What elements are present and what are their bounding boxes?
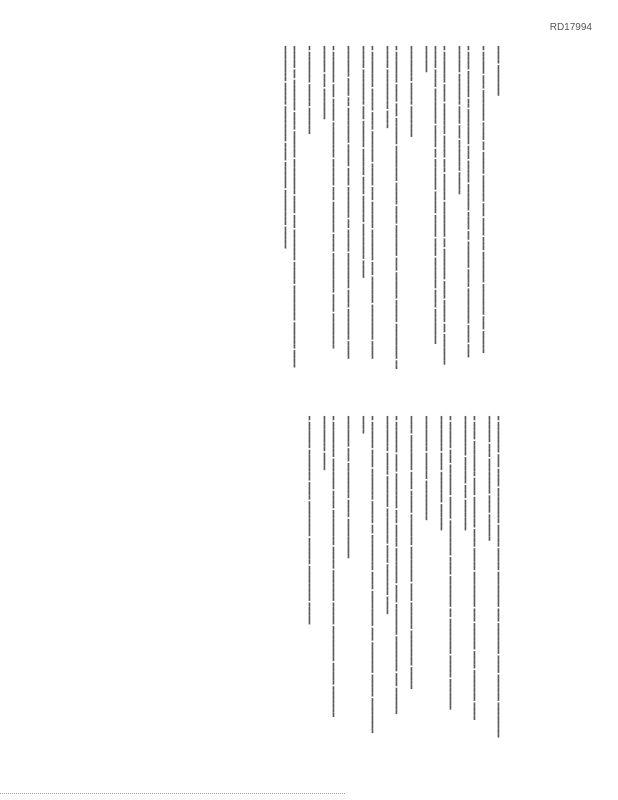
text-block: ▂ ▂▂▂▂ ▂▂▂▂▂▂ ▂▂ ▂▂▂▂▂▂▂▂ ▂▂▂ ▂▂▂▂▂ ▂▂▂▂▂▂ ▂▂▂▂ ▂▂ ▂▂▂▂▂▂ ▂▂▂▂ ▂▂▂▂▂▂▂▂ ▂▂▂▂ ▂▂▂ ▂▂▂▂▂▂ ▂▂▂▂▂▂▂ ▂▂▂▂ ▂▂▂ ▂▂▂▂▂▂▂ ▂▂▂▂▂ [458,46,473,358]
text-block: ▂▂▂▂▂▂▂ ▂▂▂▂ ▂▂ ▂▂▂▂▂▂▂▂ ▂▂▂▂▂ ▂▂▂▂ ▂▂▂▂▂▂▂ ▂▂ ▂▂▂▂▂ ▂▂▂▂▂▂▂▂ ▂▂▂▂ ▂▂▂▂▂▂▂ ▂▂▂▂ [347,46,353,359]
page-body-lower [300,416,504,740]
text-block: ▂ ▂▂▂▂▂▂▂ ▂▂▂▂ ▂▂▂▂▂▂▂ ▂▂▂▂▂ ▂▂▂ ▂▂▂▂▂▂ ▂▂▂▂▂▂▂▂ ▂▂ ▂▂▂▂▂▂▂ ▂▂▂▂ ▂▂▂▂▂ ▂▂ ▂▂▂▂▂▂▂ ▂▂▂▂▂ ▂▂▂▂ ▂▂▂▂▂▂▂▂ ▂▂▂▂▂ ▂▂ ▂▂▂▂▂▂▂ ▂▂▂▂▂ ▂▂▂▂▂ ▂▂▂▂ ▂▂▂▂▂▂▂ ▂▂▂▂ ▂▂▂▂▂▂▂▂ ▂▂▂▂▂▂ [425,46,449,365]
rotated-page-upper [235,40,520,380]
text-block: ▂▂▂▂▂ ▂▂ ▂▂▂▂▂▂▂ ▂▂▂▂ ▂▂▂▂▂▂ ▂▂▂▂▂▂▂▂ ▂▂▂▂ ▂▂▂ ▂▂▂▂▂▂▂ ▂▂▂▂▂ ▂▂▂▂▂▂▂▂ ▂▂▂▂▂▂ ▂▂▂▂ ▂▂▂▂▂▂▂▂ ▂▂▂▂▂ ▂▂▂▂▂▂▂▂ ▂▂▂▂ ▂▂▂▂▂▂ ▂▂▂▂▂▂▂▂ ▂▂▂▂▂ [284,46,299,368]
page-body-upper [276,46,504,370]
text-block: ▂ ▂▂▂▂▂▂ ▂▂▂ ▂▂▂▂▂▂▂ ▂▂▂▂▂ ▂▂▂▂▂▂▂▂ ▂▂▂▂ ▂▂▂▂▂▂▂ ▂▂ ▂▂▂▂▂▂▂▂ ▂▂▂▂▂ ▂▂▂▂▂▂▂ ▂▂▂▂▂▂▂▂ ▂▂▂▂ ▂▂▂▂▂▂▂ ▂▂▂▂▂▂ [440,416,455,710]
text-block: ▂ ▂▂▂▂▂▂▂ ▂▂▂ ▂▂▂▂▂ ▂▂▂▂▂▂▂▂ ▂▂▂▂▂▂ ▂▂▂ ▂▂▂▂▂▂▂ ▂▂▂▂ ▂▂▂▂▂▂▂▂▂ ▂▂▂▂ ▂▂▂▂▂▂▂▂ ▂▂▂▂▂▂ ▂▂▂ ▂▂▂▂▂▂▂ [323,46,338,349]
document-id: RD17994 [549,22,592,33]
scan-edge-line [0,793,345,794]
text-block: ▂ ▂▂▂▂▂▂▂▂ ▂▂▂▂▂ ▂▂▂▂ ▂▂▂▂▂▂▂ ▂▂▂▂▂ ▂▂▂ ▂▂▂▂▂▂ ▂▂▂▂▂▂▂ ▂▂▂ ▂▂▂▂▂▂ ▂▂▂▂▂▂▂▂ ▂▂▂▂ ▂▂▂▂▂ ▂▂▂▂▂▂▂▂ ▂▂▂ ▂▂▂▂▂▂ ▂▂▂▂▂▂ ▂▂▂▂ ▂▂▂▂▂▂ ▂▂▂▂▂▂▂▂ ▂▂▂▂ [362,46,377,359]
text-block: ▂ ▂▂▂▂▂▂▂ ▂▂▂▂▂ ▂▂▂▂▂▂ [308,46,314,135]
text-block: ▂ ▂▂▂▂▂▂▂▂ ▂▂▂▂▂▂▂ ▂▂▂▂ ▂▂▂▂▂▂▂▂ ▂▂▂▂▂ ▂▂▂▂▂▂▂ ▂▂▂▂▂ ▂▂▂▂▂▂▂▂ ▂▂▂▂▂ ▂▂▂▂▂▂▂ ▂▂▂▂▂▂▂▂ ▂▂▂▂ [323,416,338,718]
text-block: ▂ ▂▂▂▂▂▂▂ ▂▂▂ ▂▂▂▂ ▂▂▂▂▂▂▂▂ ▂▂▂▂▂ ▂▂▂▂▂ ▂▂▂▂▂▂▂▂ ▂▂▂ ▂▂▂▂▂▂▂ ▂▂▂▂ ▂▂▂▂▂▂ ▂▂▂▂▂▂▂▂ ▂▂▂▂▂▂ ▂▂▂ ▂▂▂▂▂▂▂▂ ▂▂▂▂ ▂▂▂▂▂▂ [488,416,503,738]
text-block: ▂▂▂▂▂▂▂▂ ▂▂▂▂▂▂ ▂▂▂▂▂▂▂▂▂ [425,416,431,521]
text-block: ▂▂▂▂ ▂▂▂▂▂▂▂▂ ▂▂▂▂ ▂▂▂▂▂ ▂▂▂▂▂▂▂ ▂▂▂▂▂▂▂▂ ▂▂▂▂ ▂▂▂▂▂▂ ▂▂▂▂▂▂▂▂ ▂▂▂▂▂ [410,416,416,690]
text-block: ▂ ▂▂▂▂ ▂▂▂▂▂▂▂▂ ▂▂▂▂ ▂▂▂▂▂▂▂ ▂▂▂▂ ▂▂▂▂▂ ▂▂▂▂▂▂▂▂ ▂▂▂ ▂▂▂▂▂▂ ▂▂▂▂ ▂▂▂▂▂▂▂ ▂▂▂▂ ▂▂▂▂▂▂▂▂▂ ▂▂▂▂▂▂ ▂▂▂ ▂▂▂▂▂▂▂ [464,416,479,721]
text-block: ▂▂▂▂ ▂▂▂▂▂▂▂ [497,46,503,96]
text-block: ▂ ▂▂▂▂▂ ▂▂▂ ▂▂▂▂▂▂▂ ▂▂▂▂ ▂▂ ▂▂▂▂▂ ▂▂▂▂▂▂ ▂▂▂ ▂▂▂▂ ▂▂▂ ▂▂▂▂▂▂▂ ▂▂▂▂▂▂▂ ▂▂▂ ▂▂▂▂▂ [482,46,488,354]
text-block: ▂ ▂▂▂▂▂▂▂ ▂▂▂▂ ▂▂▂ ▂▂▂▂▂▂ ▂▂▂▂▂▂▂▂ ▂▂▂▂▂ ▂▂▂▂ ▂▂▂▂▂▂▂ ▂▂▂ ▂▂▂▂▂▂ ▂▂▂▂▂ ▂▂▂▂▂▂▂▂ ▂▂ ▂▂▂▂▂ ▂▂▂▂▂▂▂▂▂ ▂▂▂▂ [386,46,401,370]
text-block: ▂▂▂▂▂▂▂ ▂▂▂ ▂▂▂▂▂▂▂▂ ▂▂▂▂ ▂▂▂▂▂▂▂▂▂ [347,416,353,559]
text-block: ▂▂▂▂▂▂▂▂ ▂▂▂▂▂ ▂▂▂▂▂▂▂ [410,46,416,138]
text-block: ▂ ▂▂▂▂▂▂▂ ▂▂▂▂ ▂▂▂▂▂▂▂▂ ▂▂▂ ▂▂▂▂▂ ▂▂▂▂▂▂▂▂ ▂▂▂▂ ▂▂▂▂▂▂▂ ▂▂▂▂▂▂▂▂ ▂▂▂ ▂▂▂▂▂▂ ▂▂▂▂▂▂▂▂ ▂▂▂▂▂ ▂▂▂▂▂▂▂ ▂▂▂▂▂▂▂▂ ▂▂▂▂ ▂▂▂▂▂▂▂ ▂▂▂▂ [386,416,401,715]
rotated-page-lower [235,410,520,750]
text-block: ▂ ▂▂▂▂▂▂ ▂▂▂▂ ▂▂▂▂▂▂▂ ▂▂▂▂▂ ▂▂ ▂▂▂▂▂▂▂▂ ▂▂▂▂ ▂▂▂▂▂▂▂▂ ▂▂▂ ▂▂▂▂▂▂▂ ▂▂▂▂▂ ▂▂▂▂▂▂▂▂ ▂▂▂▂ [362,416,377,734]
text-block: ▂ ▂▂▂▂▂▂ ▂▂▂▂▂▂▂ ▂▂▂▂ ▂▂▂▂▂▂▂▂ ▂▂▂▂▂▂ ▂▂▂▂▂▂▂▂ ▂▂▂▂▂ [308,416,314,625]
